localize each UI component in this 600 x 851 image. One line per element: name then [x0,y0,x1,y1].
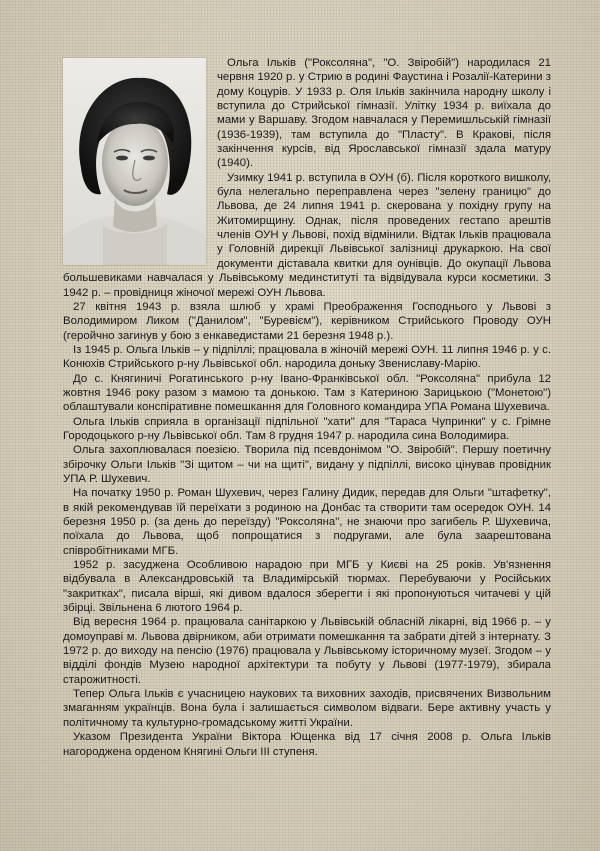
paragraph: До с. Княгиничі Рогатинського р-ну Івано-Франківської обл. "Роксоляна" прибула 12 жовтня 1946 року разом з мамою та донькою. Там з Катериною Зарицькою ("Монетою") облаштували конспіративне помешкання для Головного командира УПА Романа Шухевича. [63,372,551,414]
paragraph: Із 1945 р. Ольга Ільків – у підпіллі; працювала в жіночій мережі ОУН. 11 липня 1946 р. у с. Конюхів Стрийського р-ну Львівської обл. народила доньку Звениславу-Марію. [63,343,551,371]
paragraph: Тепер Ольга Ільків є учасницею наукових та виховних заходів, присвячених Визвольним змаганням українців. Вона була і залишається символом відваги. Бере активну участь у політичному та культурно-громадському житті України. [63,688,551,729]
photo-spacer [63,56,213,265]
biography-text [63,56,551,759]
paragraph: Указом Президента України Віктора Ющенка від 17 січня 2008 р. Ольга Ільків нагороджена орденом Княгині Ольги III ступеня. [63,731,551,758]
paragraph: 27 квітня 1943 р. взяла шлюб у храмі Преображення Господнього у Львові з Володимиром Ликом ("Данилом", "Буревієм"), керівником Стрийського Проводу ОУН (геройчно загинув у бою з енкаведистами 21 березня 1948 р.). [63,300,551,342]
paragraph: Від вересня 1964 р. працювала санітаркою у Львівській обласній лікарні, від 1966 р. – у домоуправі м. Львова двірником, аби отримати помешкання та забрати дітей з інтернату. З 1972 р. до виходу на пенсію (1976) працювала у Львівському історичному музеї. Згодом – у відділі фондів Музею народної архітектури та побуту у Львові (1977-1979), збирала старожитності. [63,616,551,686]
paragraph: На початку 1950 р. Роман Шухевич, через Галину Дидик, передав для Ольги "штафетку", в якій рекомендував їй переїхати з родиною на Донбас та створити там осередок ОУН. 14 березня 1950 р. (за день до переїзду) "Роксоляна", не знаючи про загибель Р. Шухевича, поїхала до Львова, щоб попрощатися з подругами, але була заарештована співробітниками МГБ. [63,487,551,557]
paragraph: Ольга Ільків ("Роксоляна", "О. Звіробій") народилася 21 червня 1920 р. у Стрию в родині Фаустина і Розалії-Катерини з дому Коцурів. У 1933 р. Оля Ільків закінчила народну школу і вступила до Стрийської гімназії. Улітку 1934 р. виїхала до мами у Варшаву. Згодом навчалася у Перемишльській гімназії (1936-1939), там вступила до "Пласту". В Кракові, після закінчення курсів, від Ярославської гімназії здала матуру (1940). [217,57,551,170]
paragraph: Ольга Ільків сприяла в організації підпільної "хати" для "Тараса Чупринки" у с. Грімне Городоцького р-ну Львівської обл. Там 8 грудня 1947 р. народила сина Володимира. [63,415,551,442]
paragraph: Узимку 1941 р. вступила в ОУН (б). Після короткого вишколу, була нелегально переправлена через "зелену границю" до Львова, де 24 липня 1941 р. скерована у похідну групу на Житомирщину. Однак, після проведених гестапо арештів членів ОУН у Львові, похід відмінили. Відтак Ільків працювала у Головній дирекції Львівської залізниці друкаркою. На свої документи діставала квитки для оунівців. До окупації Львова большевиками навчалася у Львівському мединституті та відвідувала курси косметики. З 1942 р. – провідниця жіночої мережі ОУН Львова. [63,171,551,299]
paragraph: 1952 р. засуджена Особливою нарадою при МГБ у Києві на 25 років. Ув'язнення відбувала в Александровській та Владимірській тюрмах. Перебуваючи у Російських "закритках", писала вірші, які дивом вдалося зберегти і які пропонуються читачеві у цій збірці. Звільнена 6 лютого 1964 р. [63,559,551,615]
paragraph: Ольга захоплювалася поезією. Творила під псевдонімом "О. Звіробій". Першу поетичну збірочку Ольги Ільків "Зі щитом – чи на щиті", видану у підпіллі, високо цінував провідник УПА Р. Шухевич. [63,444,551,485]
